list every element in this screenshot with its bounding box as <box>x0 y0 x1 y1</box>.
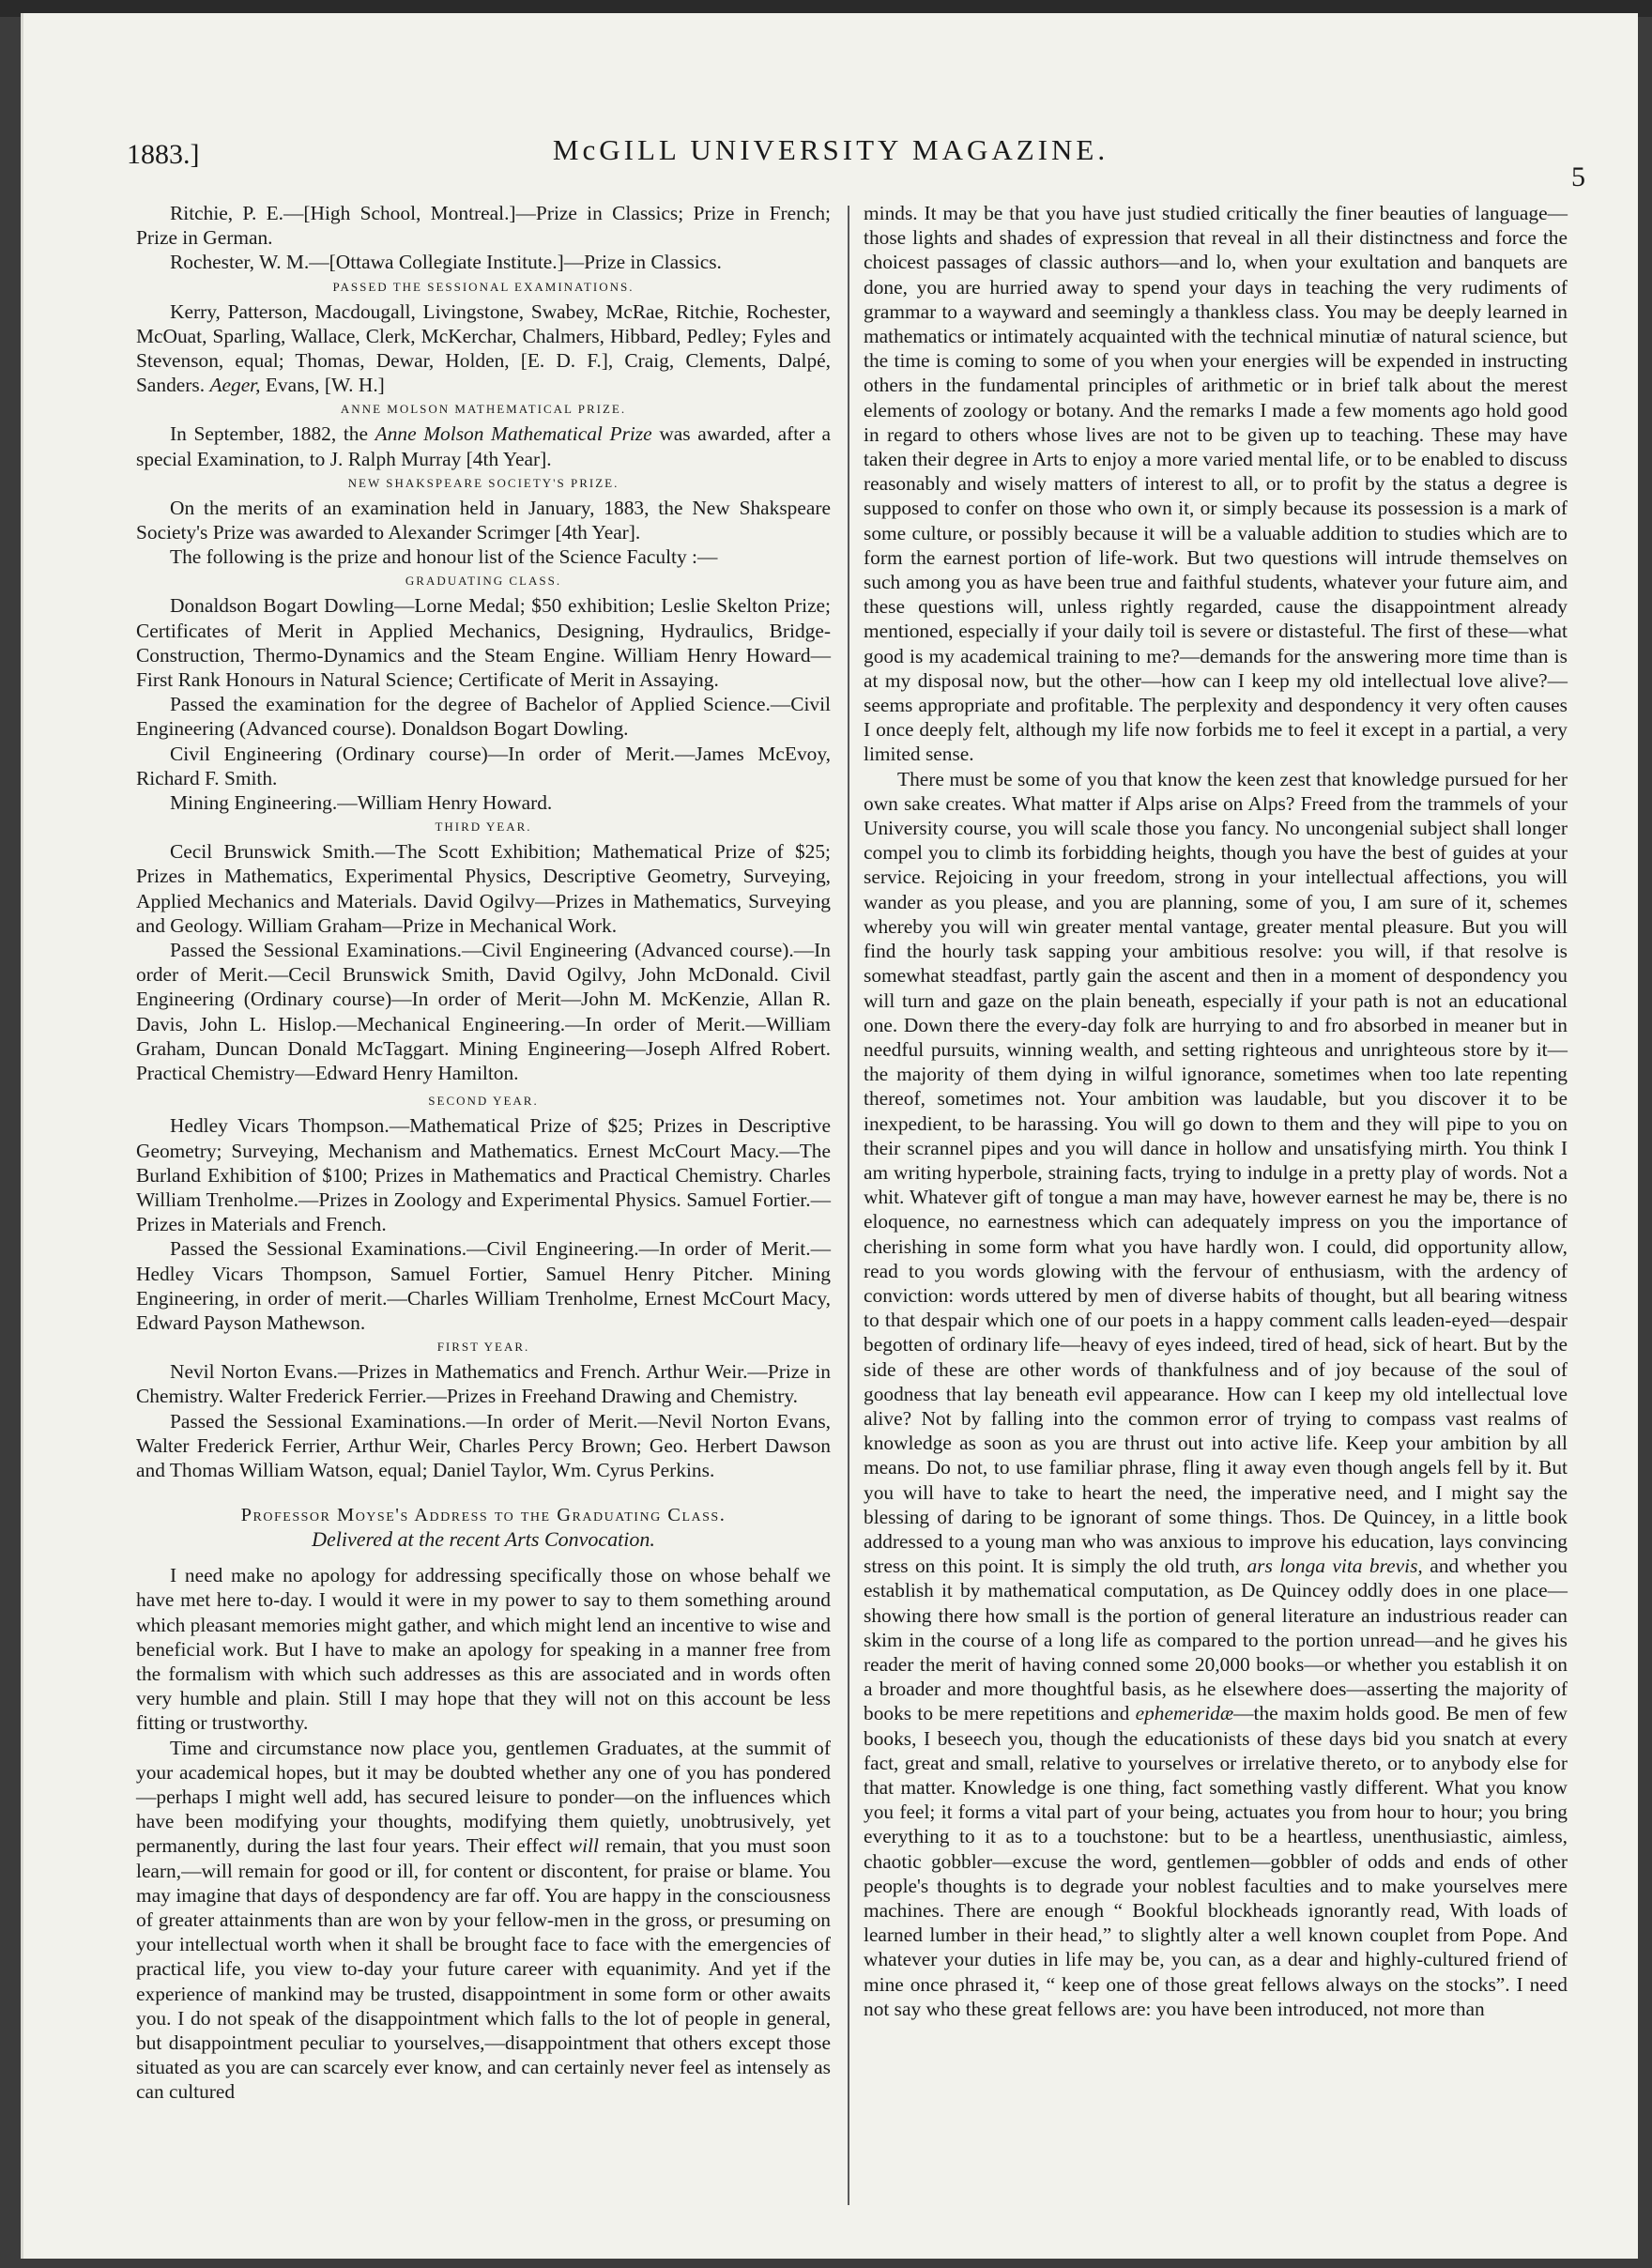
paragraph: Nevil Norton Evans.—Prizes in Mathematics and French. Arthur Weir.—Prize in Chemistry. Walter Frederick Ferrier.—Prizes in Freehand Drawing and Chemistry. <box>136 1360 831 1408</box>
italic-text: will <box>568 1834 599 1858</box>
text: and whether you establish it by mathematical computation, as De Quincey oddly does in one place—showing there how small is the portion of general literature an industrious reader can skim in the course of a long life as compared to the portion unread—and he gives his reader the merit of having conned some 20,000 books—or whether you establish it on a broader and more thoughtful basis, as he elsewhere does—asserting the majority of books to be mere repetitions and <box>864 1555 1568 1725</box>
text: Evans, [W. H.] <box>265 374 385 397</box>
text: In September, 1882, the <box>170 422 368 446</box>
paragraph: On the merits of an examination held in January, 1883, the New Shakspeare Society's Prize was awarded to Alexander Scrimger [4th Year]. <box>136 496 831 544</box>
text: —the maxim holds good. Be men of few books, I beseech you, though the educationists of these days bid you snatch at every fact, great and small, relative to yourselves or irrelative thereto, or to anybody else for that matter. Knowledge is one thing, fact something vastly different. What you know you feel; it forms a vital part of your being, actuates you from hour to hour; you bring everything to it as to a touchstone: but to be a heartless, unenthusiastic, aimless, chaotic gobbler—excuse the word, gentlemen—gobbler of odds and ends of other people's thoughts is to degrade your noblest faculties and to make yourselves mere machines. There are enough “ Bookful blockheads ignorantly read, With loads of learned lumber in their head,” to slightly alter a well known couplet from Pope. And whatever your duties in life may be, you can, as a dear and highly-cultured friend of mine once phrased it, “ keep one of those great fellows always on the stocks”. I need not say who these great fellows are: you have been introduced, not more than <box>864 1702 1568 2020</box>
paragraph: Passed the Sessional Examinations.—Civil Engineering (Advanced course).—In order of Merit.—Cecil Brunswick Smith, David Ogilvy, John McDonald. Civil Engineering (Ordinary course)—In order of Merit—John M. McKenzie, Allan R. Davis, John L. Hislop.—Mechanical Engineering.—In order of Merit.—William Graham, Duncan Donald McTaggart. Mining Engineering—Joseph Alfred Robert. Practical Chemistry—Edward Henry Hamilton. <box>136 939 831 1085</box>
italic-text: Anne Molson Mathematical Prize <box>375 422 652 446</box>
text: was awarded, after a special Examination, to J. Ralph Murray [4th Year]. <box>136 422 831 470</box>
paragraph <box>864 767 1568 2021</box>
section-heading: ANNE MOLSON MATHEMATICAL PRIZE. <box>340 402 627 417</box>
text: remain, that you must soon learn,—will remain for good or ill, for content or discontent, for praise or blame. You may imagine that days of despondency are far off. You are happy in the consciousness of greater attainments than are won by your fellow-men in the gross, or presuming on your intellectual worth when it shall be brought face to face with the emergencies of practical life, you view to-day your future career with equanimity. And yet if the experience of mankind may be trusted, disappointment in some form or other awaits you. I do not speak of the disappointment which falls to the lot of people in general, but disappointment peculiar to yourselves,—disappointment that others except those situated as you are can scarcely ever know, and can certainly never feel as intensely as can cultured <box>136 1834 832 2104</box>
paragraph: Rochester, W. M.—[Ottawa Collegiate Institute.]—Prize in Classics. <box>170 251 722 274</box>
italic-text: Aeger, <box>209 374 261 397</box>
paragraph: Donaldson Bogart Dowling—Lorne Medal; $50 exhibition; Leslie Skelton Prize; Certificates of Merit in Applied Mechanics, Designing, Hydraulics, Bridge-Construction, Thermo-Dynamics and the Steam Engine. William Henry Howard—First Rank Honours in Natural Science; Certificate of Merit in Assaying. <box>136 594 831 692</box>
section-heading: NEW SHAKSPEARE SOCIETY'S PRIZE. <box>347 475 620 490</box>
magazine-title: McGILL UNIVERSITY MAGAZINE. <box>552 133 1109 166</box>
paragraph: The following is the prize and honour list of the Science Faculty :— <box>170 545 718 569</box>
section-heading: PASSED THE SESSIONAL EXAMINATIONS. <box>332 279 635 294</box>
paragraph: Mining Engineering.—William Henry Howard. <box>170 791 553 815</box>
section-heading: THIRD YEAR. <box>435 820 532 835</box>
paragraph <box>136 421 831 470</box>
article-subtitle: Delivered at the recent Arts Convocation. <box>312 1527 655 1552</box>
paragraph: minds. It may be that you have just studied critically the finer beauties of language—those lights and shades of expression that reveal in all their distinctness and force the choicest passages of classic authors—and lo, when your exultation and banquets are done, you are hurried away to spend your days in teaching the very rudiments of grammar to a wayward and seemingly a thankless class. You may be deeply learned in mathematics or intimately acquainted with the technical minutiæ of natural science, but the time is coming to some of you when your energies will be expended in instructing others in the fundamental principles of arithmetic or in brief talk about the merest elements of zoology or botany. And the remarks I made a few moments ago hold good in regard to others whose lives are not to be given up to teaching. These may have taken their degree in Arts to enjoy a more varied mental life, or to be enabled to discuss reasonably and wisely matters of interest to all, or to profit by the status a degree is supposed to confer on those who own it, or simply because its possession is a mark of some culture, or possibly because it will be a valuable addition to studies which are to form the earnest portion of life-work. But two questions will intrude themselves on such among you as have been true and faithful students, whatever your future aim, and these questions will, unless rightly regarded, cause the disappointment already mentioned, especially if your daily toil is severe or distasteful. The first of these—what good is my academical training to me?—demands for the answering more time than is at my disposal now, but the other—how can I keep my old intellectual love alive?—seems appropriate and profitable. The perplexity and despondency it very often causes I once deeply felt, although my life now forbids me to feel it except in a partial, a very limited sense. <box>864 202 1568 766</box>
page-number: 5 <box>1571 161 1585 192</box>
section-heading: FIRST YEAR. <box>436 1340 530 1355</box>
section-heading: SECOND YEAR. <box>428 1094 539 1109</box>
text: Kerry, Patterson, Macdougall, Livingstone, Swabey, McRae, Ritchie, Rochester, McOuat, Sparling, Wallace, Clerk, McKerchar, Chalmers, Hibbard, Pedley; Fyles and Stevenson, equal; Thomas, Dewar, Holden, [E. D. F.], Craig, Clements, Dalpé, Sanders. <box>136 299 831 397</box>
text: Time and circumstance now place you, gentlemen Graduates, at the summit of your academical hopes, but it may be doubted whether any one of you has pondered—perhaps I might well add, has secured leisure to ponder—on the influences which have been modifying your thoughts, modifying them quietly, unobtrusively, yet permanently, during the last four years. Their effect <box>136 1736 831 1858</box>
paragraph: Passed the Sessional Examinations.—Civil Engineering.—In order of Merit.—Hedley Vicars Thompson, Samuel Fortier, Samuel Henry Pitcher. Mining Engineering, in order of merit.—Charles William Trenholme, Ernest McCourt Macy, Edward Payson Mathewson. <box>136 1237 831 1334</box>
paragraph: Cecil Brunswick Smith.—The Scott Exhibition; Mathematical Prize of $25; Prizes in Mathematics, Experimental Physics, Descriptive Geometry, Surveying, Applied Mechanics and Materials. David Ogilvy—Prizes in Mathematics, Surveying and Geology. William Graham—Prize in Mechanical Work. <box>136 840 831 937</box>
text: There must be some of you that know the keen zest that knowledge pursued for her own sake creates. What matter if Alps arise on Alps? Freed from the trammels of your University course, you will scale those you fancy. No uncongenial subject shall longer compel you to climb its forbidding heights, though you have the best of guides at your service. Rejoicing in your freedom, strong in your intellectual affections, you will wander as you please, and you are planning, some of you, I am sure of it, schemes whereby you will win greater mental vantage, greater mental pleasure. But you will find the hourly task sapping your ambitious resolve: you will, if that resolve is somewhat steadfast, partly gain the ascent and then in a moment of despondency you will turn and gaze on the plain beneath, especially if your path is not an educational one. Down there the every-day folk are hurrying to and fro absorbed in meaner but in needful pursuits, winning wealth, and setting righteous and unrighteous store by it—the majority of them dying in wilful ignorance, sometimes when too late repenting thereof, sometimes not. Your ambition was laudable, but you discover it to be inexpedient, to be harassing. You will go down to them and they will pipe to you on their scrannel pipes and you will dance in hollow and unsatisfying mirth. You think I am writing hyperbole, straining facts, trying to indulge in a pretty play of words. Not a whit. Whatever gift of tongue a man may have, however earnest he may be, there is no eloquence, no earnestness which can adequately impress on you the importance of cherishing in some form what you have hardly won. I could, did opportunity allow, read to you words glowing with the fervour of enthusiasm, with the ardency of conviction: words uttered by men of diverse habits of thought, but all bearing witness to that despair which one of our poets in a happy comment calls leaden-eyed—despair begotten of ordinary life—heavy of eyes indeed, tired of head, sick of heart. But by the side of these are other words of thankfulness and of joy because of the soul of goodness that lay beneath evil appearance. How can I keep my old intellectual love alive? Not by falling into the common error of trying to compass vast realms of knowledge as soon as you are thrust out into active life. Keep your ambition by all means. Do not, to use familiar phrase, fling it away even though angels fell by it. But you will have to take to heart the need, the imperative need, and I might say the blessing of daring to be ignorant of some things. Thos. De Quincey, in a little book addressed to a young man who was anxious to improve his education, lays convincing stress on this point. It is simply the old truth, <box>864 767 1568 1578</box>
section-heading: GRADUATING CLASS. <box>405 574 562 589</box>
paragraph <box>136 1736 831 2105</box>
italic-text: ars longa vita brevis, <box>1247 1555 1423 1578</box>
left-column <box>136 201 831 2105</box>
paragraph: Ritchie, P. E.—[High School, Montreal.]—Prize in Classics; Prize in French; Prize in German. <box>136 202 831 250</box>
column-rule <box>848 206 849 2205</box>
paragraph: I need make no apology for addressing specifically those on whose behalf we have met here to-day. I would it were in my power to say to them something around which pleasant memories might gather, and which might lend an incentive to wise and beneficial work. But I have to make an apology for speaking in a manner free from the formalism with which such addresses as this are associated and in words often very humble and plain. Still I may hope that they will not on this account be less fitting or trustworthy. <box>136 1564 831 1735</box>
header-year: 1883.] <box>127 139 200 170</box>
running-header <box>23 133 1638 192</box>
right-column <box>864 201 1568 2021</box>
paragraph: Passed the Sessional Examinations.—In order of Merit.—Nevil Norton Evans, Walter Frederick Ferrier, Arthur Weir, Charles Percy Brown; Geo. Herbert Dawson and Thomas William Watson, equal; Daniel Taylor, Wm. Cyrus Perkins. <box>136 1409 831 1481</box>
paragraph: Civil Engineering (Ordinary course)—In order of Merit.—James McEvoy, Richard F. Smith. <box>136 742 831 789</box>
paragraph <box>136 299 831 398</box>
paragraph: Hedley Vicars Thompson.—Mathematical Prize of $25; Prizes in Descriptive Geometry; Surveying, Mechanism and Mathematics. Ernest McCourt Macy.—The Burland Exhibition of $100; Prizes in Mathematics and Practical Chemistry. Charles William Trenholme.—Prizes in Zoology and Experimental Physics. Samuel Fortier.—Prizes in Materials and French. <box>136 1114 831 1236</box>
italic-text: ephemeridæ <box>1135 1702 1234 1725</box>
article-title: Professor Moyse's Address to the Graduating Class. <box>240 1505 727 1526</box>
magazine-page <box>21 13 1638 2259</box>
paragraph: Passed the examination for the degree of Bachelor of Applied Science.—Civil Engineering (Advanced course). Donaldson Bogart Dowling. <box>136 693 831 741</box>
